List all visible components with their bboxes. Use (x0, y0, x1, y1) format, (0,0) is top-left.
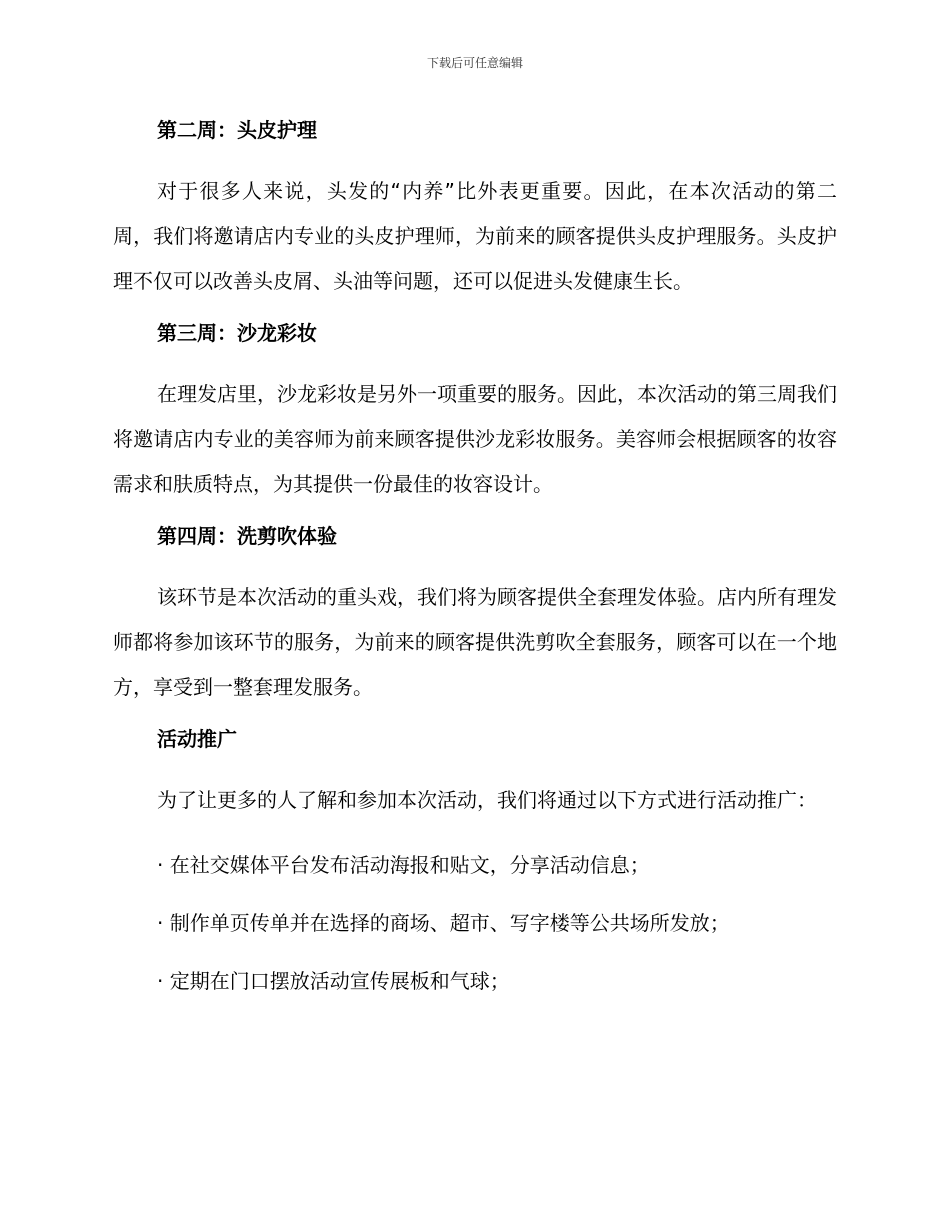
section-heading-week3: 第三周：沙龙彩妆 (157, 321, 317, 345)
section-heading-week2: 第二周：头皮护理 (157, 118, 317, 142)
section-paragraph-week4: 该环节是本次活动的重头戏，我们将为顾客提供全套理发体验。店内所有理发师都将参加该环节的服务，为前来的顾客提供洗剪吹全套服务，顾客可以在一个地方，享受到一整套理发服务。 (113, 585, 837, 699)
promotion-bullet-item: · 制作单页传单并在选择的商场、超市、写字楼等公共场所发放； (157, 911, 730, 935)
section-heading-week4: 第四周：洗剪吹体验 (157, 524, 337, 548)
section-paragraph-week2: 对于很多人来说，头发的“内养”比外表更重要。因此，在本次活动的第二周，我们将邀请店内专业的头皮护理师，为前来的顾客提供头皮护理服务。头皮护理不仅可以改善头皮屑、头油等问题，还可以促进头发健康生长。 (113, 179, 837, 293)
section-paragraph-promotion: 为了让更多的人了解和参加本次活动，我们将通过以下方式进行活动推广： (157, 788, 817, 812)
section-heading-promotion: 活动推广 (157, 727, 237, 751)
promotion-bullet-item: · 在社交媒体平台发布活动海报和贴文，分享活动信息； (157, 853, 650, 877)
page-header-note: 下载后可任意编辑 (426, 56, 523, 70)
document-body (113, 114, 837, 997)
promotion-bullet-item: · 定期在门口摆放活动宣传展板和气球； (157, 969, 510, 993)
section-paragraph-week3: 在理发店里，沙龙彩妆是另外一项重要的服务。因此，本次活动的第三周我们将邀请店内专业的美容师为前来顾客提供沙龙彩妆服务。美容师会根据顾客的妆容需求和肤质特点，为其提供一份最佳的妆容设计。 (113, 382, 837, 496)
